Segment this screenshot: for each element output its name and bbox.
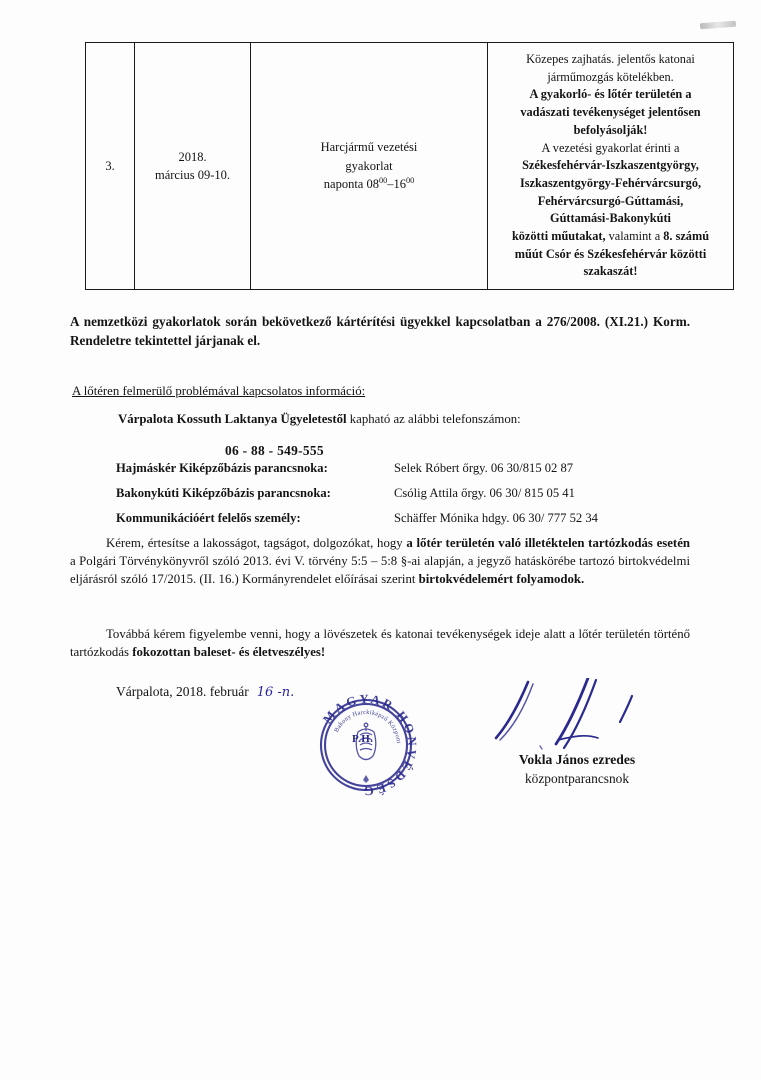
signer-title: központparancsnok (524, 771, 630, 786)
duty-officer-line (118, 412, 521, 427)
desc-line-13: szakaszát! (583, 264, 638, 279)
desc-line-11: közötti műutakat, valamint a 8. számú (511, 229, 710, 244)
contact-role: Kommunikációért felelős személy: (116, 511, 301, 525)
svg-text:Bakony Harckiképző Központ: Bakony Harckiképző Központ (333, 708, 402, 744)
stamp-ph-label: P.H. (352, 733, 374, 745)
contact-list (116, 461, 676, 536)
list-item (116, 486, 676, 501)
contact-role: Hajmáskér Kiképzőbázis parancsnoka: (116, 461, 328, 475)
contact-value: Selek Róbert őrgy. 06 30/815 02 87 (394, 461, 574, 475)
desc-line-5: befolyásolják! (573, 122, 648, 137)
date-year: 2018. (178, 149, 207, 164)
signer-name: Vokla János ezredes (518, 752, 636, 767)
time-superscript-end: 00 (405, 176, 415, 186)
desc-line-7: Székesfehérvár-Iszkaszentgyörgy, (522, 158, 699, 173)
list-item (116, 461, 676, 476)
list-item (116, 511, 676, 526)
desc-line-3: A gyakorló- és lőtér területén a (529, 87, 692, 102)
cell-row-number: 3. (86, 43, 135, 290)
time-superscript-start: 00 (378, 176, 388, 186)
cell-activity (251, 43, 488, 290)
range-problem-info-heading: A lőtéren felmerülő problémával kapcsolatos információ: (72, 384, 366, 398)
duty-officer-bold: Várpalota Kossuth Laktanya Ügyeletestől (118, 412, 347, 426)
trespassing-notice-paragraph: Kérem, értesítse a lakosságot, tagságot, dolgozókat, hogy a lőtér területén való illetéktelen tartózkodás esetén a Polgári Törvénykönyvről szóló 2013. évi V. törvény 5:5 – 5:8 §-ai alapján, a jegyző hatáskörébe tartozó birtokvédelmi eljárásról szóló 17/2015. (II. 16.) Kormányrendelet előírásai szerint birtokvédelemért folyamodok. (70, 536, 690, 587)
place-and-date-line (116, 684, 294, 700)
place-date-text: Várpalota, 2018. február (116, 684, 249, 699)
danger-warning-paragraph: Továbbá kérem figyelembe venni, hogy a lövészetek és katonai tevékenységek ideje alatt a lőtér területén történő tartózkodás fokozottan baleset- és életveszélyes! (70, 627, 690, 660)
contact-value: Csólig Attila őrgy. 06 30/ 815 05 41 (394, 486, 575, 500)
handwritten-day: 16 -n. (256, 685, 295, 700)
date-days: március 09-10. (155, 168, 230, 183)
desc-line-12: műút Csór és Székesfehérvár közötti (514, 246, 707, 261)
international-compensation-paragraph: A nemzetközi gyakorlatok során bekövetkező kártérítési ügyekkel kapcsolatban a 276/2008. (XI.21.) Korm. Rendeletre tekintettel járjanak el. (70, 314, 690, 349)
activity-time-range: naponta $08^{00}-16^{00}$ (323, 176, 415, 192)
activity-line-1: Harcjármű vezetési (320, 139, 418, 154)
desc-line-10: Gúttamási-Bakonykúti (550, 211, 671, 226)
contact-role: Bakonykúti Kiképzőbázis parancsnoka: (116, 486, 331, 500)
desc-line-6: A vezetési gyakorlat érinti a (541, 140, 680, 155)
activity-line-2: gyakorlat (345, 158, 393, 173)
desc-line-1: Közepes zajhatás. jelentős katonai (526, 52, 695, 66)
official-stamp (313, 692, 419, 798)
exercise-schedule-table (85, 42, 734, 290)
cell-description (488, 43, 734, 290)
cell-date (135, 43, 251, 290)
svg-text:MAGYAR HONVÉDSÉG: MAGYAR HONVÉDSÉG (320, 692, 419, 798)
desc-line-4: vadászati tevékenységet jelentősen (520, 105, 701, 120)
duty-officer-rest: kapható az alábbi telefonszámon: (346, 412, 521, 426)
desc-line-9: Fehérvárcsurgó-Gúttamási, (537, 193, 684, 208)
desc-line-8: Iszkaszentgyörgy-Fehérvárcsurgó, (519, 175, 702, 190)
contact-value: Schäffer Mónika hdgy. 06 30/ 777 52 34 (394, 511, 598, 525)
main-phone-number: 06 - 88 - 549-555 (225, 443, 324, 458)
scan-artifact (700, 21, 736, 29)
table-row (86, 43, 734, 290)
desc-line-2: járműmozgás kötelékben. (547, 69, 674, 84)
